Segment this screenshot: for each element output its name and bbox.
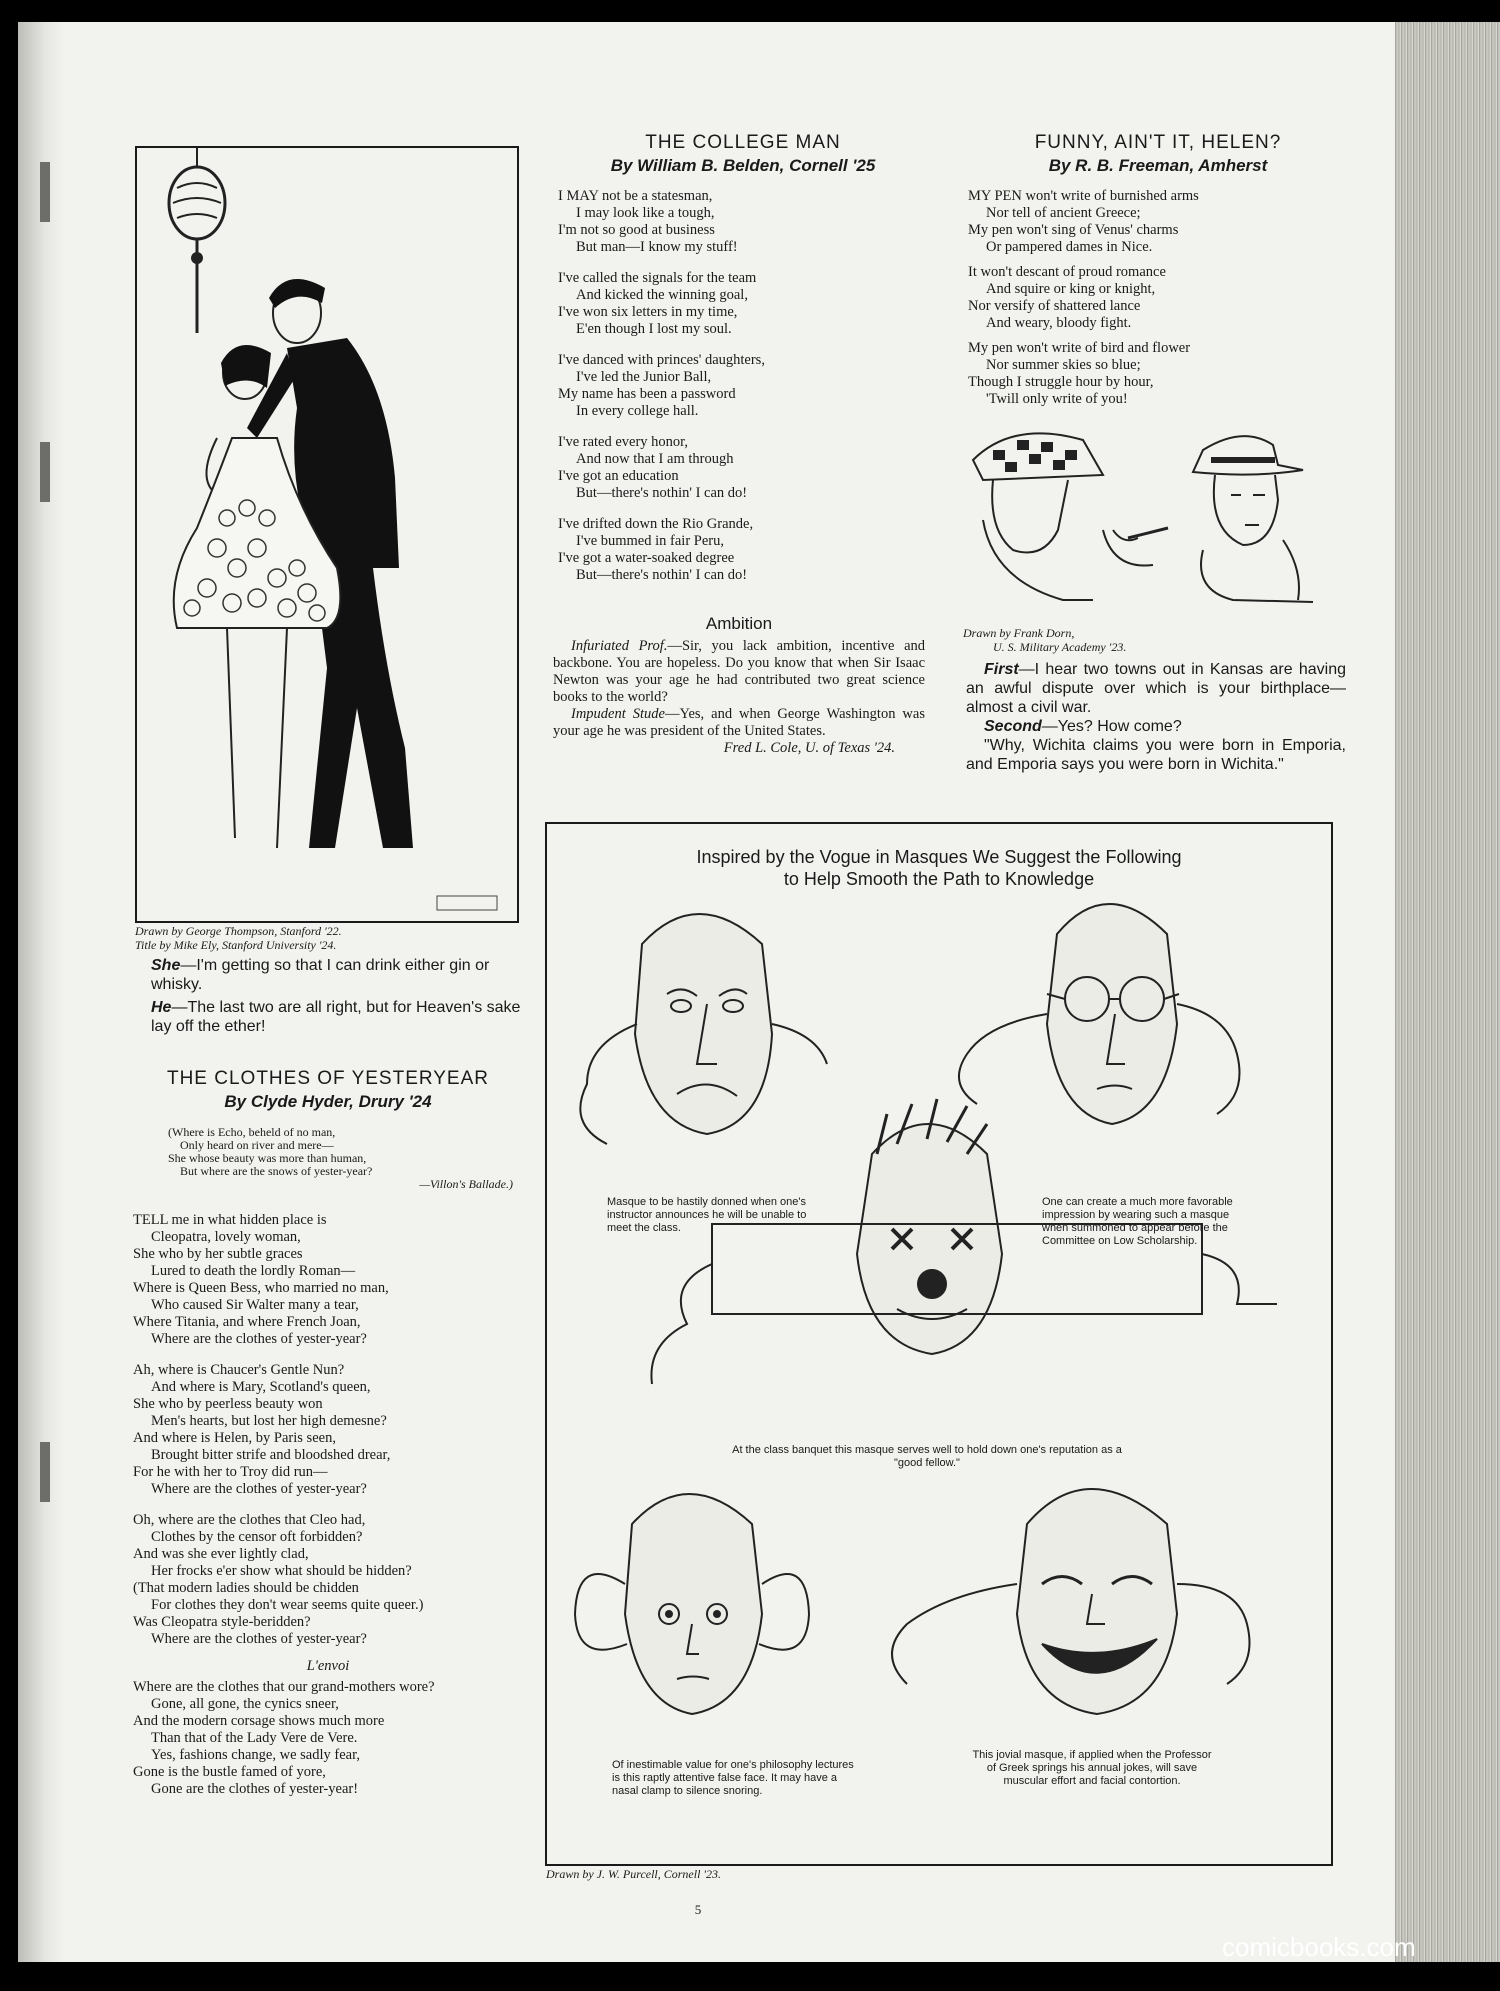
epigraph-line: Only heard on river and mere— [180, 1138, 334, 1152]
poem-line: Nor versify of shattered lance [968, 298, 1141, 314]
poem-line: Or pampered dames in Nice. [986, 239, 1153, 255]
poem-line: Nor tell of ancient Greece; [986, 205, 1141, 221]
funny-poem-header [958, 132, 1358, 176]
masques-panel [545, 822, 1333, 1866]
ambition-credit: Fred L. Cole, U. of Texas '24. [723, 740, 895, 756]
poem-line: Nor summer skies so blue; [986, 357, 1141, 373]
poem-line: She who by her subtle graces [133, 1246, 303, 1262]
clothes-epigraph [158, 1126, 513, 1191]
watermark: comicbooks.com [1222, 1932, 1416, 1962]
poem-line: TELL me in what hidden place is [133, 1212, 327, 1228]
poem-line: Cleopatra, lovely woman, [151, 1229, 301, 1245]
poem-line: Her frocks e'er show what should be hidden? [151, 1563, 412, 1579]
envoi-title: L'envoi [306, 1658, 350, 1674]
dorn-credit-line2: U. S. Military Academy '23. [993, 640, 1127, 654]
poem-line: But—there's nothin' I can do! [576, 567, 748, 583]
page-number: 5 [694, 1902, 702, 1917]
poem-line: My pen won't write of bird and flower [968, 340, 1191, 356]
dancing-couple-drawing [137, 148, 517, 921]
poem-line: Lured to death the lordly Roman— [151, 1263, 356, 1279]
poem-line: Yes, fashions change, we sadly fear, [151, 1747, 360, 1763]
poem-line: It won't descant of proud romance [968, 264, 1166, 280]
poem-line: But man—I know my stuff! [576, 239, 738, 255]
poem-line: Clothes by the censor oft forbidden? [151, 1529, 363, 1545]
poem-line: Than that of the Lady Vere de Vere. [151, 1730, 358, 1746]
edge-mark [40, 162, 50, 222]
ambition-joke [553, 614, 925, 757]
poem-line: Though I struggle hour by hour, [968, 374, 1154, 390]
second-label: Second [984, 718, 1042, 735]
poem-line: I've led the Junior Ball, [576, 369, 712, 385]
poem-line: I'm not so good at business [558, 222, 715, 238]
college-man-body [558, 188, 928, 584]
masque-caption-5: This jovial masque, if applied when the Professor of Greek springs his annual jokes, will save muscular effort and facial contortion. [972, 1749, 1212, 1787]
dorn-joke [966, 660, 1346, 774]
poem-line: I've got an education [558, 468, 679, 484]
poem-line: Gone is the bustle famed of yore, [133, 1764, 326, 1780]
poem-line: Men's hearts, but lost her high demesne? [151, 1413, 387, 1429]
third-line: "Why, Wichita claims you were born in Emporia, and Emporia says you were born in Wichita." [966, 737, 1346, 773]
poem-line: And was she ever lightly clad, [133, 1546, 309, 1562]
poem-line: Oh, where are the clothes that Cleo had, [133, 1512, 366, 1528]
first-label: First [984, 661, 1019, 678]
stude-line: —Yes, and when George Washington was your age he was president of the United States. [553, 706, 925, 739]
poem-line: Where are the clothes of yester-year? [151, 1331, 367, 1347]
she-line: —I'm getting so that I can drink either gin or whisky. [151, 957, 490, 993]
poem-line: I've rated every honor, [558, 434, 689, 450]
prof-label: Infuriated Prof. [571, 638, 668, 654]
dorn-illustration [953, 420, 1353, 620]
poem-line: And where is Helen, by Paris seen, [133, 1430, 336, 1446]
page-left-edge [18, 22, 64, 1962]
poem-line: I MAY not be a statesman, [558, 188, 713, 204]
poem-line: I've got a water-soaked degree [558, 550, 735, 566]
poem-line: And the modern corsage shows much more [133, 1713, 385, 1729]
magazine-page [18, 22, 1413, 1962]
dorn-credit-line1: Drawn by Frank Dorn, [963, 626, 1075, 640]
poem-line: Was Cleopatra style-beridden? [133, 1614, 311, 1630]
masque-caption-1: Masque to be hastily donned when one's instructor announces he will be unable to meet the class. [607, 1196, 807, 1234]
masques-title-line2: to Help Smooth the Path to Knowledge [783, 869, 1095, 889]
college-man-header [543, 132, 943, 176]
poem-line: My name has been a password [558, 386, 736, 402]
poem-line: I've danced with princes' daughters, [558, 352, 765, 368]
poem-line: For he with her to Troy did run— [133, 1464, 328, 1480]
poem-line: In every college hall. [576, 403, 699, 419]
poem-line: Brought bitter strife and bloodshed drear, [151, 1447, 391, 1463]
stude-label: Impudent Stude [571, 706, 665, 722]
funny-poem-title: FUNNY, AIN'T IT, HELEN? [1034, 132, 1282, 153]
masque-caption-2: One can create a much more favorable impression by wearing such a masque when summoned to appear before the Committee on Low Scholarship. [1042, 1196, 1233, 1247]
poem-line: And where is Mary, Scotland's queen, [151, 1379, 371, 1395]
masque-caption-3: At the class banquet this masque serves well to hold down one's reputation as a "good fellow." [732, 1444, 1122, 1469]
poem-line: E'en though I lost my soul. [576, 321, 732, 337]
poem-line: I've drifted down the Rio Grande, [558, 516, 754, 532]
poem-line: Ah, where is Chaucer's Gentle Nun? [133, 1362, 345, 1378]
poem-line: But—there's nothin' I can do! [576, 485, 748, 501]
edge-mark [40, 442, 50, 502]
clothes-poem-header [128, 1068, 528, 1112]
poem-line: MY PEN won't write of burnished arms [968, 188, 1199, 204]
he-line: —The last two are all right, but for Heaven's sake lay off the ether! [151, 999, 521, 1035]
masques-title-line1: Inspired by the Vogue in Masques We Suggest the Following [696, 847, 1182, 867]
masque-caption-4: Of inestimable value for one's philosophy lectures is this raptly attentive false face. It may have a nasal clamp to silence snoring. [612, 1759, 854, 1797]
college-man-byline: By William B. Belden, Cornell '25 [610, 156, 876, 175]
poem-line: I've bummed in fair Peru, [576, 533, 724, 549]
funny-poem-body [968, 188, 1348, 408]
epigraph-line: But where are the snows of yester-year? [180, 1164, 373, 1178]
poem-line: 'Twill only write of you! [986, 391, 1128, 407]
poem-line: Where are the clothes of yester-year? [151, 1631, 367, 1647]
clothes-poem-title: THE CLOTHES OF YESTERYEAR [166, 1068, 490, 1089]
dance-credit-line1: Drawn by George Thompson, Stanford '22. [135, 924, 342, 938]
poem-line: Where is Queen Bess, who married no man, [133, 1280, 389, 1296]
clothes-poem-body [133, 1212, 523, 1798]
poem-line: Where Titania, and where French Joan, [133, 1314, 361, 1330]
masques-drawing [547, 824, 1331, 1864]
masques-credit: Drawn by J. W. Purcell, Cornell '23. [546, 1867, 721, 1881]
he-label: He [151, 999, 172, 1016]
poem-line: Gone are the clothes of yester-year! [151, 1781, 359, 1797]
edge-mark [40, 1442, 50, 1502]
poem-line: Where are the clothes that our grand-mothers wore? [133, 1679, 435, 1695]
poem-line: I may look like a tough, [576, 205, 715, 221]
poem-line: And weary, bloody fight. [986, 315, 1132, 331]
clothes-poem-byline: By Clyde Hyder, Drury '24 [224, 1092, 432, 1111]
poem-line: And kicked the winning goal, [576, 287, 748, 303]
dorn-credit [963, 626, 1343, 654]
college-man-title: THE COLLEGE MAN [645, 132, 841, 153]
prof-line: —Sir, you lack ambition, incentive and backbone. You are hopeless. Do you know that when Sir Isaac Newton was your age he had contributed two great science books to the world? [553, 638, 926, 705]
ambition-title: Ambition [705, 614, 773, 633]
epigraph-line: (Where is Echo, beheld of no man, [168, 1125, 336, 1139]
second-line: —Yes? How come? [1041, 718, 1182, 735]
funny-poem-byline: By R. B. Freeman, Amherst [1048, 156, 1268, 175]
poem-line: (That modern ladies should be chidden [133, 1580, 359, 1596]
poem-line: I've called the signals for the team [558, 270, 757, 286]
poem-line: She who by peerless beauty won [133, 1396, 323, 1412]
poem-line: My pen won't sing of Venus' charms [968, 222, 1179, 238]
first-line: —I hear two towns out in Kansas are having an awful dispute over which is your birthplace—almost a civil war. [966, 661, 1346, 716]
epigraph-line: She whose beauty was more than human, [168, 1151, 367, 1165]
poem-line: I've won six letters in my time, [558, 304, 738, 320]
two-men-drawing [953, 420, 1353, 620]
dance-credit-line2: Title by Mike Ely, Stanford University '24. [135, 938, 337, 952]
poem-line: For clothes they don't wear seems quite queer.) [151, 1597, 424, 1613]
dance-illustration [135, 146, 519, 923]
she-label: She [151, 957, 181, 974]
book-binding [1395, 22, 1500, 1962]
epigraph-attribution: —Villon's Ballade.) [419, 1177, 513, 1191]
poem-line: Gone, all gone, the cynics sneer, [151, 1696, 339, 1712]
poem-line: Who caused Sir Walter many a tear, [151, 1297, 359, 1313]
dance-cartoon-credit [135, 924, 515, 952]
poem-line: And now that I am through [576, 451, 734, 467]
poem-line: Where are the clothes of yester-year? [151, 1481, 367, 1497]
poem-line: And squire or king or knight, [986, 281, 1156, 297]
dance-joke [151, 956, 521, 1036]
